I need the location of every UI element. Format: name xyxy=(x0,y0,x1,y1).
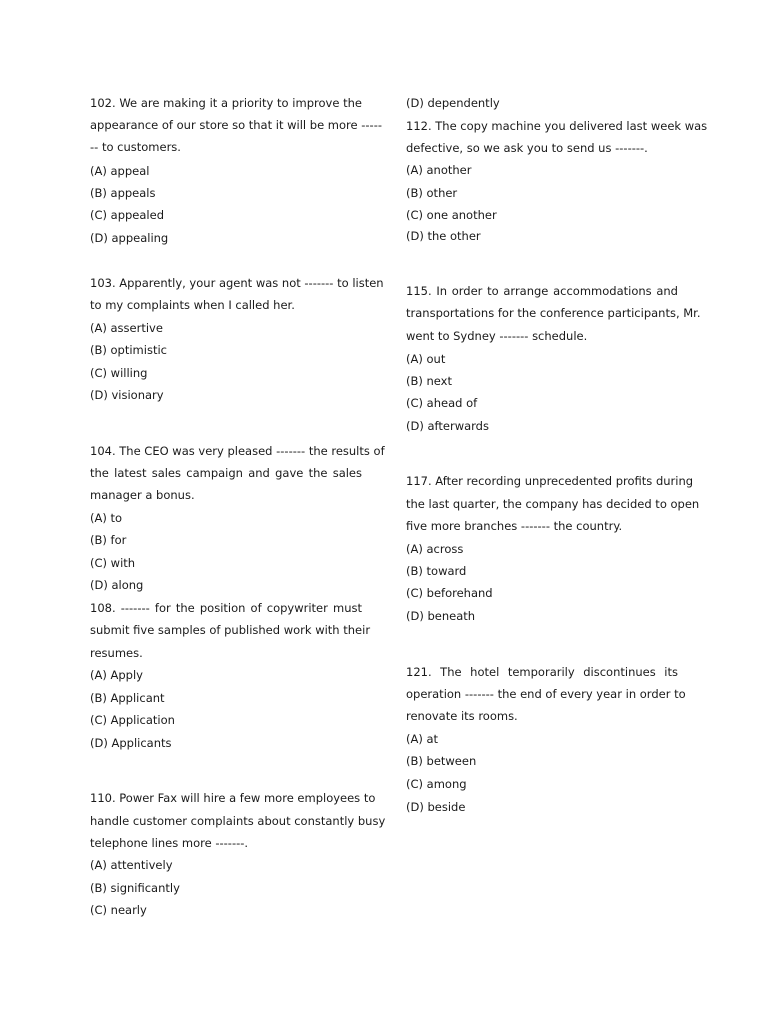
answer-option: (C) among xyxy=(406,777,467,791)
question-stem-line: -- to customers. xyxy=(90,140,181,154)
answer-option: (A) to xyxy=(90,511,123,525)
question-stem: 121. The hotel temporarily discontinues its xyxy=(406,665,678,679)
answer-option: (D) appealing xyxy=(90,231,169,245)
question-stem-line: the last quarter, the company has decided to open xyxy=(406,497,700,511)
answer-option: (C) with xyxy=(90,556,136,570)
answer-option: (C) appealed xyxy=(90,208,164,222)
answer-option: (C) ahead of xyxy=(406,396,478,410)
question-stem-line: resumes. xyxy=(90,646,143,660)
question-stem-line: handle customer complaints about constantly busy xyxy=(90,814,386,828)
question-stem: 112. The copy machine you delivered last week was xyxy=(406,119,708,133)
question-stem-line: telephone lines more -------. xyxy=(90,836,249,850)
question-stem: 108. ------- for the position of copywriter must xyxy=(90,601,362,615)
answer-option: (D) visionary xyxy=(90,388,164,402)
answer-option: (D) beside xyxy=(406,800,466,814)
answer-option: (D) the other xyxy=(406,229,481,243)
answer-option: (B) between xyxy=(406,754,477,768)
answer-option: (B) Applicant xyxy=(90,691,165,705)
question-stem: 102. We are making it a priority to improve the xyxy=(90,96,362,110)
question-stem-line: renovate its rooms. xyxy=(406,709,518,723)
question-stem-line: operation ------- the end of every year in order to xyxy=(406,687,686,701)
question-stem-line: the latest sales campaign and gave the sales xyxy=(90,466,362,480)
answer-option: (D) along xyxy=(90,578,144,592)
question-stem-line: five more branches ------- the country. xyxy=(406,519,623,533)
answer-option: (D) Applicants xyxy=(90,736,172,750)
answer-option: (B) next xyxy=(406,374,452,388)
answer-option: (B) appeals xyxy=(90,186,156,200)
answer-option: (B) for xyxy=(90,533,127,547)
answer-option: (B) toward xyxy=(406,564,467,578)
answer-option: (A) assertive xyxy=(90,321,163,335)
answer-option: (D) beneath xyxy=(406,609,476,623)
question-stem-line: to my complaints when I called her. xyxy=(90,298,295,312)
answer-option: (C) willing xyxy=(90,366,148,380)
question-stem: 117. After recording unprecedented profits during xyxy=(406,474,694,488)
answer-option: (D) afterwards xyxy=(406,419,489,433)
answer-option: (D) dependently xyxy=(406,96,500,110)
question-stem: 103. Apparently, your agent was not ------- to listen xyxy=(90,276,384,290)
question-stem-line: manager a bonus. xyxy=(90,488,195,502)
answer-option: (A) another xyxy=(406,163,472,177)
answer-option: (B) optimistic xyxy=(90,343,167,357)
question-stem-line: defective, so we ask you to send us -------. xyxy=(406,141,648,155)
question-stem-line: appearance of our store so that it will be more ----- xyxy=(90,118,382,132)
answer-option: (C) one another xyxy=(406,208,497,222)
answer-option: (C) Application xyxy=(90,713,175,727)
answer-option: (C) nearly xyxy=(90,903,147,917)
answer-option: (A) Apply xyxy=(90,668,143,682)
answer-option: (A) out xyxy=(406,352,446,366)
question-stem-line: submit five samples of published work with their xyxy=(90,623,371,637)
question-stem: 110. Power Fax will hire a few more employees to xyxy=(90,791,376,805)
question-stem-line: went to Sydney ------- schedule. xyxy=(406,329,588,343)
answer-option: (B) significantly xyxy=(90,881,180,895)
answer-option: (A) at xyxy=(406,732,439,746)
answer-option: (A) across xyxy=(406,542,464,556)
answer-option: (B) other xyxy=(406,186,458,200)
question-stem: 104. The CEO was very pleased ------- the results of xyxy=(90,444,385,458)
question-stem: 115. In order to arrange accommodations and xyxy=(406,284,678,298)
answer-option: (A) appeal xyxy=(90,164,150,178)
answer-option: (A) attentively xyxy=(90,858,173,872)
question-stem-line: transportations for the conference participants, Mr. xyxy=(406,306,701,320)
answer-option: (C) beforehand xyxy=(406,586,493,600)
